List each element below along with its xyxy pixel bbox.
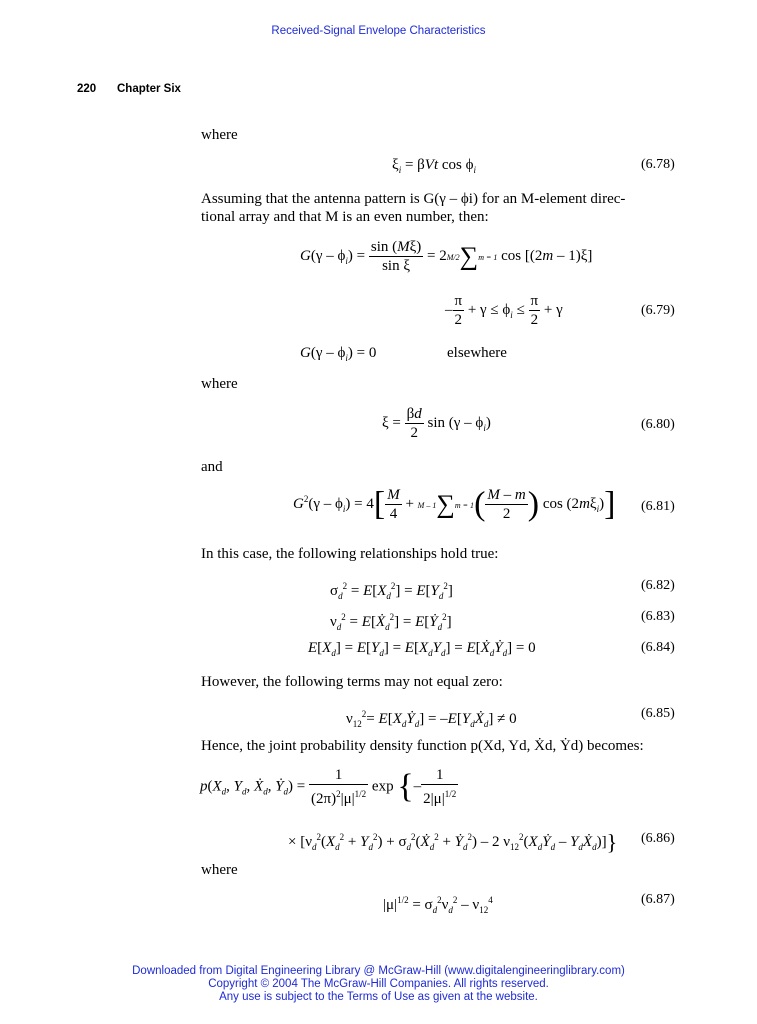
equation-6-78: $\xi_i = \beta Vt$ $\cos \phi_i$ <box>392 157 477 175</box>
equation-6-85: $\nu_{12}^2=$ $E[X_dẎ_d]$ = $-E[Y_dẊ_d] \ne 0$ <box>346 709 517 729</box>
equation-number: (6.81) <box>641 499 675 514</box>
equation-number: (6.85) <box>641 706 675 721</box>
footer-copyright-line: Copyright © 2004 The McGraw-Hill Companies. All rights reserved. <box>208 978 549 990</box>
footer-download-line[interactable]: Downloaded from Digital Engineering Library @ McGraw-Hill (www.digitalengineeringlibrary.com) <box>132 965 625 977</box>
equation-number: (6.83) <box>641 609 675 624</box>
equation-number: (6.79) <box>641 303 675 318</box>
page-number: 220 <box>77 83 97 95</box>
equation-number: (6.86) <box>641 831 675 846</box>
where-text-1: where <box>201 127 238 143</box>
equation-6-84: $E[X_d] = E[Y_d] = E[X_dY_d]$ = E[Ẋ$_d$Ẏ$_d$] = 0 <box>308 640 536 658</box>
equation-6-79c: $G(\gamma - \phi_i) = 0$ <box>300 345 377 363</box>
equation-number: (6.78) <box>641 157 675 172</box>
equation-6-79a: $G(\gamma - \phi_i)$ = $\frac{\sin (M\xi)}{\text{sin ξ}}$ = 2M/2∑m = 1 cos [(2m – 1)ξ] <box>300 239 593 274</box>
equation-6-83: $\nu_d^2$ = E[Ẋ$_d^2$] = E[Ẏ$_d^2$] <box>330 612 452 632</box>
chapter-label: Chapter Six <box>117 83 181 95</box>
equation-number: (6.84) <box>641 640 675 655</box>
equation-6-79b: – $\frac{\pi}{2}$ + $\gamma \le \phi_i$ ≤ $\frac{\pi}{2}$ + γ <box>445 293 563 328</box>
paragraph-line: Assuming that the antenna pattern is G(γ – ϕi) for an M-element direc- <box>201 191 626 207</box>
equation-6-86a: $p(X_d$, $Y_d$, Ẋ$_d$, Ẏ$_d$) = $\frac{1}{(2\pi)^2|\mu|^{1/2}}$ exp {– $\frac{1}{2|\mu|^{1/2}}$ <box>200 767 457 807</box>
paragraph-line: Hence, the joint probability density function p(Xd, Yd, Ẋd, Ẏd) becomes: <box>201 738 644 754</box>
equation-6-87: $|\mu|^{1/2} = \sigma_d^2\nu_d^2 - \nu_{12}^4$ <box>383 895 493 915</box>
paragraph-line: tional array and that M is an even number, then: <box>201 209 489 225</box>
equation-number: (6.87) <box>641 892 675 907</box>
where-text-3: where <box>201 862 238 878</box>
equation-number: (6.82) <box>641 578 675 593</box>
footer-terms-line[interactable]: Any use is subject to the Terms of Use as given at the website. <box>219 991 538 1003</box>
paragraph-line: However, the following terms may not equal zero: <box>201 674 503 690</box>
equation-number: (6.80) <box>641 417 675 432</box>
elsewhere-text: elsewhere <box>447 345 507 361</box>
paragraph-line: In this case, the following relationships hold true: <box>201 546 499 562</box>
and-text: and <box>201 459 223 475</box>
equation-6-86b: × [$\nu_d^2(X_d^2 + Y_d^2)$ + $\sigma_d^2(Ẋ_d^2$ + Ẏ$_d^2$) – 2 $\nu_{12}^2(X_dẎ_d$ – $Y_dẊ_d$)]} <box>288 829 618 855</box>
equation-6-81: $G^2(\gamma - \phi_i) = 4$[ $\frac{M}{4}$ + M – 1∑m = 1( $\frac{M - m}{2}$ ) $\cos (2m\xi_i)$] <box>293 485 616 523</box>
running-title: Received-Signal Envelope Characteristics <box>271 25 486 37</box>
equation-6-80: ξ = $\frac{\beta d}{2}$ $\sin (\gamma - \phi_i)$ <box>382 406 491 441</box>
where-text-2: where <box>201 376 238 392</box>
equation-6-82: $\sigma_d^2 = E[X_d^2] = E[Y_d^2]$ <box>330 581 453 601</box>
